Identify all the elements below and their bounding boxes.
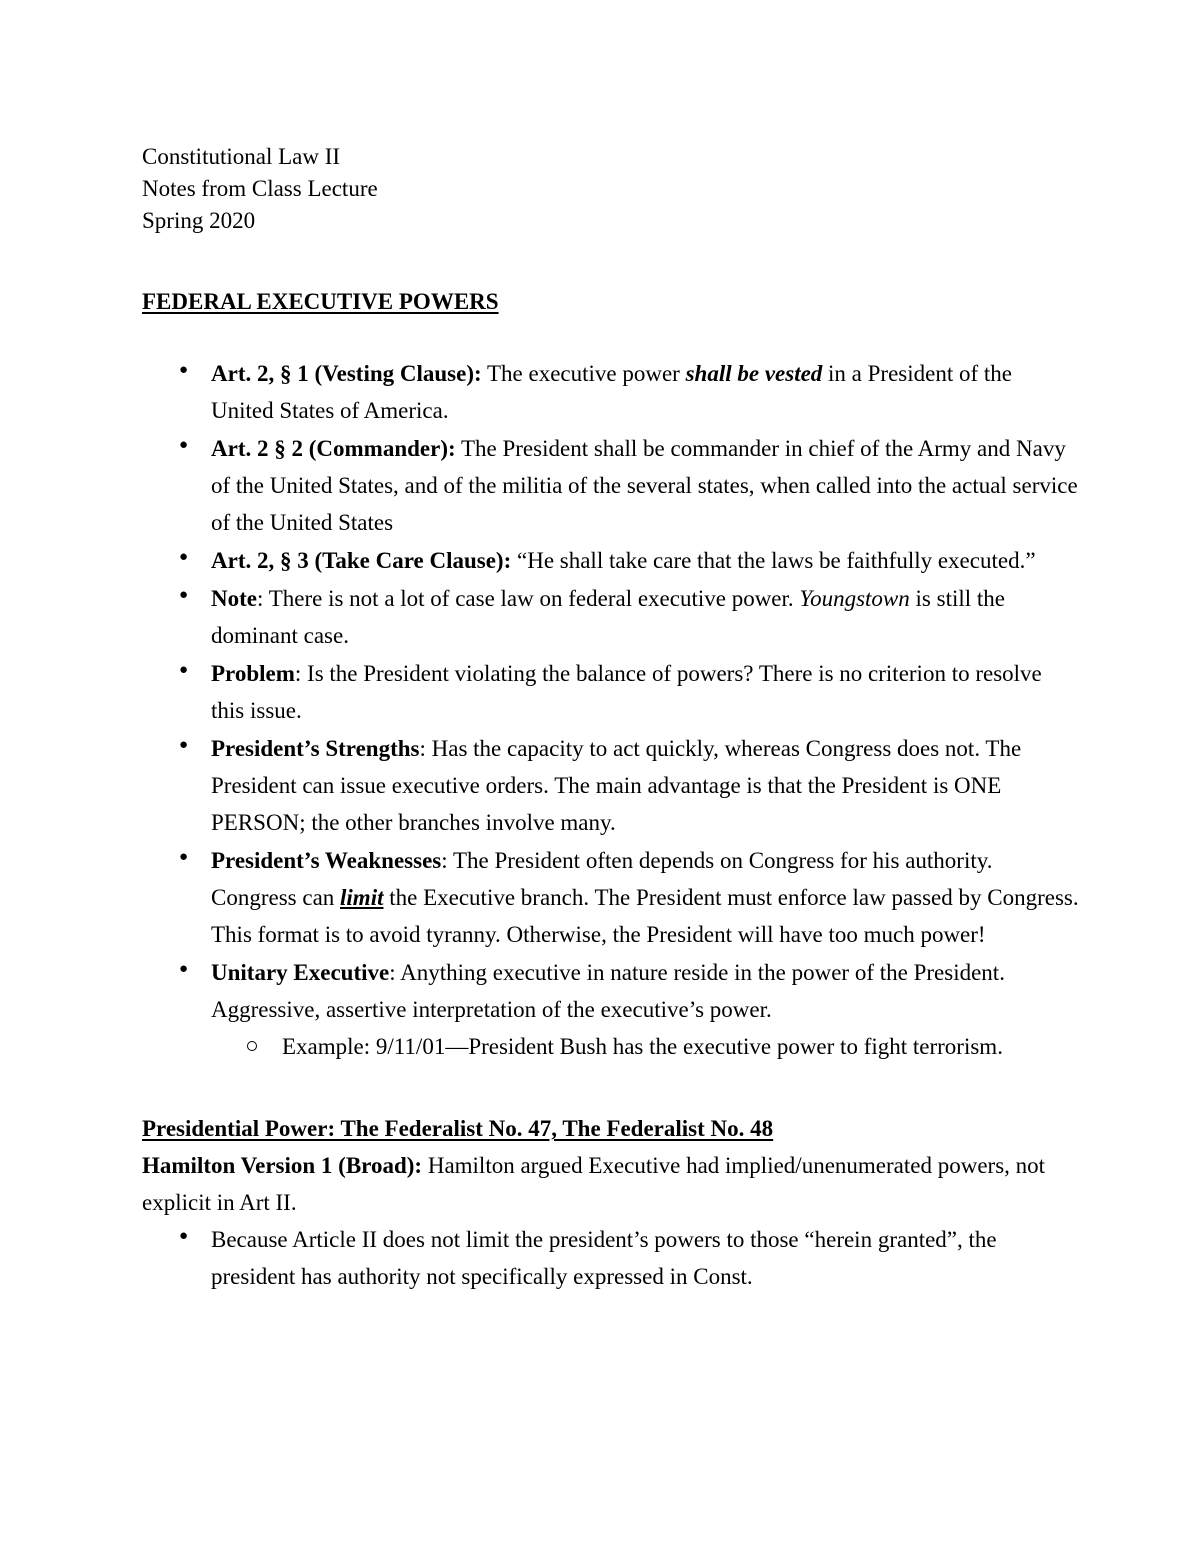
notes-subtitle: Notes from Class Lecture xyxy=(142,176,378,201)
bullet-icon: ● xyxy=(179,1228,189,1244)
item-label: Art. 2, § 3 (Take Care Clause): xyxy=(211,548,512,573)
item-label: Art. 2, § 1 (Vesting Clause): xyxy=(211,361,482,386)
bullet-icon: ● xyxy=(179,437,189,453)
term-label: Spring 2020 xyxy=(142,208,256,233)
paragraph-label: Hamilton Version 1 (Broad): xyxy=(142,1153,423,1178)
item-label: Note xyxy=(211,586,257,611)
list-item xyxy=(142,355,1080,429)
item-text: in a President of the United States of America. xyxy=(211,361,1013,423)
bullet-icon: ● xyxy=(179,662,189,678)
bullet-icon: ● xyxy=(179,362,189,378)
paragraph-text: Hamilton argued Executive had implied/unenumerated powers, not explicit in Art II. xyxy=(142,1153,1046,1215)
item-emphasis: limit xyxy=(340,885,384,910)
case-name: Youngstown xyxy=(799,586,910,611)
item-label: President’s Strengths xyxy=(211,736,420,761)
list-item xyxy=(142,1221,1080,1295)
item-text: The executive power xyxy=(481,361,686,386)
hamilton-list xyxy=(142,1221,1080,1295)
list-item xyxy=(142,430,1080,541)
item-text: : Anything executive in nature reside in the power of the President. Aggressive, assertive interpretation of the executive’s power. xyxy=(211,960,1005,1022)
item-label: President’s Weaknesses xyxy=(211,848,442,873)
list-item xyxy=(142,580,1080,654)
item-label: Problem xyxy=(211,661,295,686)
list-item xyxy=(142,842,1080,953)
sub-list xyxy=(211,1028,1080,1065)
sub-item-text: Example: 9/11/01—President Bush has the executive power to fight terrorism. xyxy=(282,1034,1003,1059)
bullet-icon: ● xyxy=(179,549,189,565)
sub-list-item xyxy=(211,1028,1080,1065)
hamilton-paragraph xyxy=(142,1147,1080,1221)
item-text: : Has the capacity to act quickly, whereas Congress does not. The President can issue executive orders. The main advantage is that the President is ONE PERSON; the other branches involve many. xyxy=(211,736,1022,835)
item-text: is still the dominant case. xyxy=(211,586,1005,648)
item-text: : There is not a lot of case law on federal executive power. xyxy=(256,586,800,611)
course-title: Constitutional Law II xyxy=(142,144,341,169)
list-item xyxy=(142,655,1080,729)
item-text: : The President often depends on Congress for his authority. Congress can xyxy=(211,848,993,910)
item-label: Unitary Executive xyxy=(211,960,390,985)
item-emphasis: shall be vested xyxy=(685,361,823,386)
list-item xyxy=(142,730,1080,841)
item-label: Art. 2 § 2 (Commander): xyxy=(211,436,456,461)
bullet-icon: ● xyxy=(179,737,189,753)
hollow-bullet-icon xyxy=(247,1041,257,1051)
item-text: : Is the President violating the balance of powers? There is no criterion to resolve this issue. xyxy=(211,661,1042,723)
section-title-executive-powers: FEDERAL EXECUTIVE POWERS xyxy=(142,289,499,314)
item-text: Because Article II does not limit the president’s powers to those “herein granted”, the president has authority not specifically expressed in Const. xyxy=(211,1227,997,1289)
list-item xyxy=(142,542,1080,579)
item-text: the Executive branch. The President must enforce law passed by Congress. This format is to avoid tyranny. Otherwise, the President will have too much power! xyxy=(211,885,1079,947)
bullet-icon: ● xyxy=(179,849,189,865)
item-text: The President shall be commander in chief of the Army and Navy of the United States, and of the militia of the several states, when called into the actual service of the United States xyxy=(211,436,1078,535)
section-title-presidential-power: Presidential Power: The Federalist No. 47, The Federalist No. 48 xyxy=(142,1116,774,1141)
bullet-icon: ● xyxy=(179,961,189,977)
item-text: “He shall take care that the laws be faithfully executed.” xyxy=(511,548,1036,573)
executive-powers-list xyxy=(142,355,1080,1065)
list-item xyxy=(142,954,1080,1065)
bullet-icon: ● xyxy=(179,587,189,603)
